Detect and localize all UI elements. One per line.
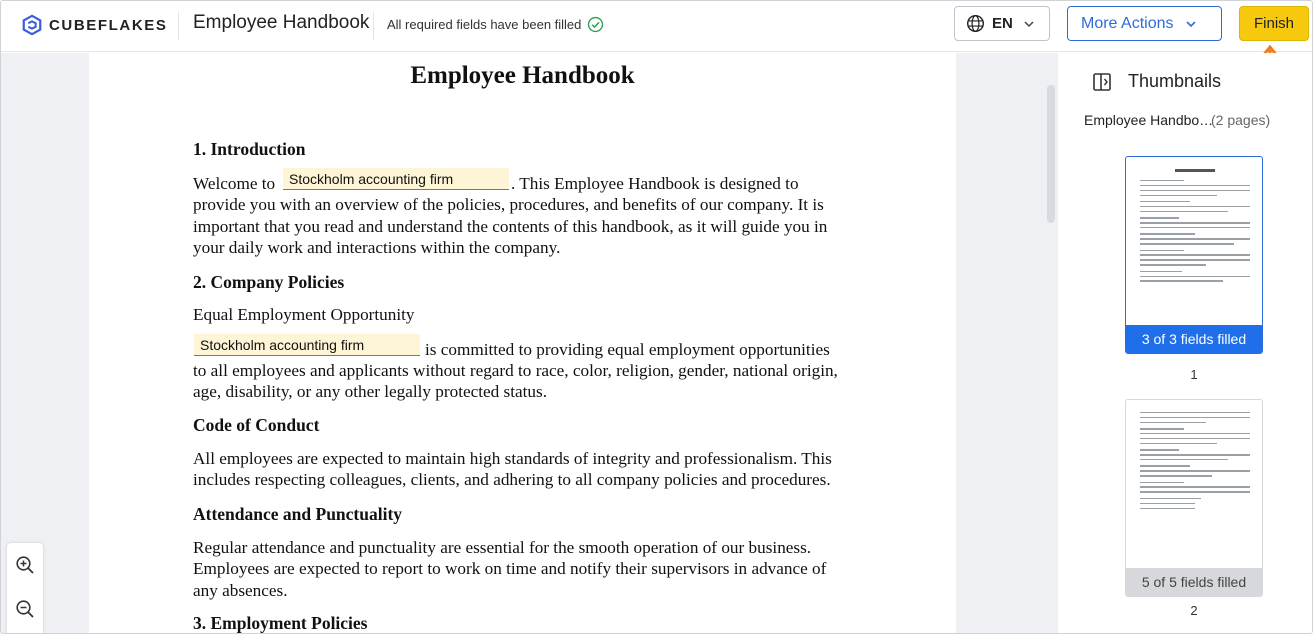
finish-button[interactable]: Finish bbox=[1239, 6, 1309, 41]
paragraph-line: your daily work and interactions within the company. bbox=[193, 238, 561, 257]
chevron-down-icon bbox=[1023, 18, 1035, 30]
document-page bbox=[89, 53, 956, 634]
page-heading: Employee Handbook bbox=[410, 62, 635, 89]
paragraph-line: All employees are expected to maintain high standards of integrity and professionalism. This bbox=[193, 449, 832, 468]
subsection-title: Equal Employment Opportunity bbox=[193, 305, 415, 324]
paragraph-line: provide you with an overview of the policies, procedures, and benefits of our company. It is bbox=[193, 195, 824, 214]
section-heading: 1. Introduction bbox=[193, 139, 306, 159]
section-heading: Code of Conduct bbox=[193, 415, 320, 435]
header-divider bbox=[178, 12, 179, 40]
paragraph-line: is committed to providing equal employment opportunities bbox=[425, 340, 830, 359]
paragraph-line: any absences. bbox=[193, 581, 288, 600]
company-name-field[interactable]: Stockholm accounting firm bbox=[283, 168, 509, 190]
paragraph-line: Welcome to bbox=[193, 174, 276, 193]
fields-filled-badge: 3 of 3 fields filled bbox=[1126, 325, 1262, 353]
brand-logo[interactable] bbox=[21, 13, 168, 37]
company-name-field[interactable]: Stockholm accounting firm bbox=[194, 334, 420, 356]
more-actions-label: More Actions bbox=[1081, 14, 1174, 32]
zoom-out-icon[interactable] bbox=[15, 599, 35, 619]
fill-status bbox=[387, 16, 604, 33]
top-bar bbox=[1, 1, 1313, 52]
thumbnails-panel bbox=[1058, 53, 1313, 634]
thumbnail-page-number: 2 bbox=[1190, 603, 1198, 618]
paragraph-line: Regular attendance and punctuality are essential for the smooth operation of our business. bbox=[193, 538, 812, 557]
paragraph-line: includes respecting colleagues, clients, and adhering to all company policies and procedures. bbox=[193, 470, 831, 489]
zoom-toolbar bbox=[7, 543, 43, 634]
document-title: Employee Handbook bbox=[193, 12, 370, 33]
paragraph-line: to all employees and applicants without regard to race, color, religion, gender, national origin, bbox=[193, 361, 838, 380]
document-viewer[interactable] bbox=[1, 53, 1058, 634]
page-thumbnail-2[interactable] bbox=[1125, 399, 1263, 597]
paragraph-line: . This Employee Handbook is designed to bbox=[511, 174, 799, 193]
language-selector[interactable] bbox=[954, 6, 1050, 41]
page-thumbnail-1[interactable] bbox=[1125, 156, 1263, 354]
fields-filled-badge: 5 of 5 fields filled bbox=[1126, 568, 1262, 596]
brand-name: CUBEFLAKES bbox=[49, 16, 168, 34]
check-circle-icon bbox=[587, 16, 604, 33]
thumbnail-preview bbox=[1140, 412, 1250, 512]
zoom-in-icon[interactable] bbox=[15, 555, 35, 575]
globe-icon bbox=[966, 14, 985, 33]
panel-toggle-icon[interactable] bbox=[1092, 72, 1112, 92]
section-heading: 3. Employment Policies bbox=[193, 613, 368, 633]
chevron-down-icon bbox=[1185, 18, 1197, 30]
section-heading: 2. Company Policies bbox=[193, 272, 345, 292]
section-heading: Attendance and Punctuality bbox=[193, 504, 403, 524]
thumbnail-doc-name: Employee Handbo… bbox=[1084, 112, 1214, 128]
thumbnail-page-number: 1 bbox=[1190, 367, 1198, 382]
language-label: EN bbox=[992, 15, 1013, 32]
panel-title: Thumbnails bbox=[1128, 71, 1222, 91]
paragraph-line: important that you read and understand the contents of this handbook, as it will guide you in bbox=[193, 217, 828, 236]
more-actions-button[interactable] bbox=[1067, 6, 1222, 41]
thumbnail-preview bbox=[1140, 169, 1250, 285]
fill-status-text: All required fields have been filled bbox=[387, 17, 582, 32]
header-divider bbox=[373, 12, 374, 40]
vertical-scrollbar[interactable] bbox=[1047, 85, 1055, 223]
thumbnail-page-count: (2 pages) bbox=[1211, 112, 1271, 128]
cubeflakes-logo-icon bbox=[21, 14, 43, 36]
paragraph-line: age, disability, or any other legally protected status. bbox=[193, 382, 547, 401]
paragraph-line: Employees are expected to report to work on time and notify their supervisors in advance of bbox=[193, 559, 827, 578]
